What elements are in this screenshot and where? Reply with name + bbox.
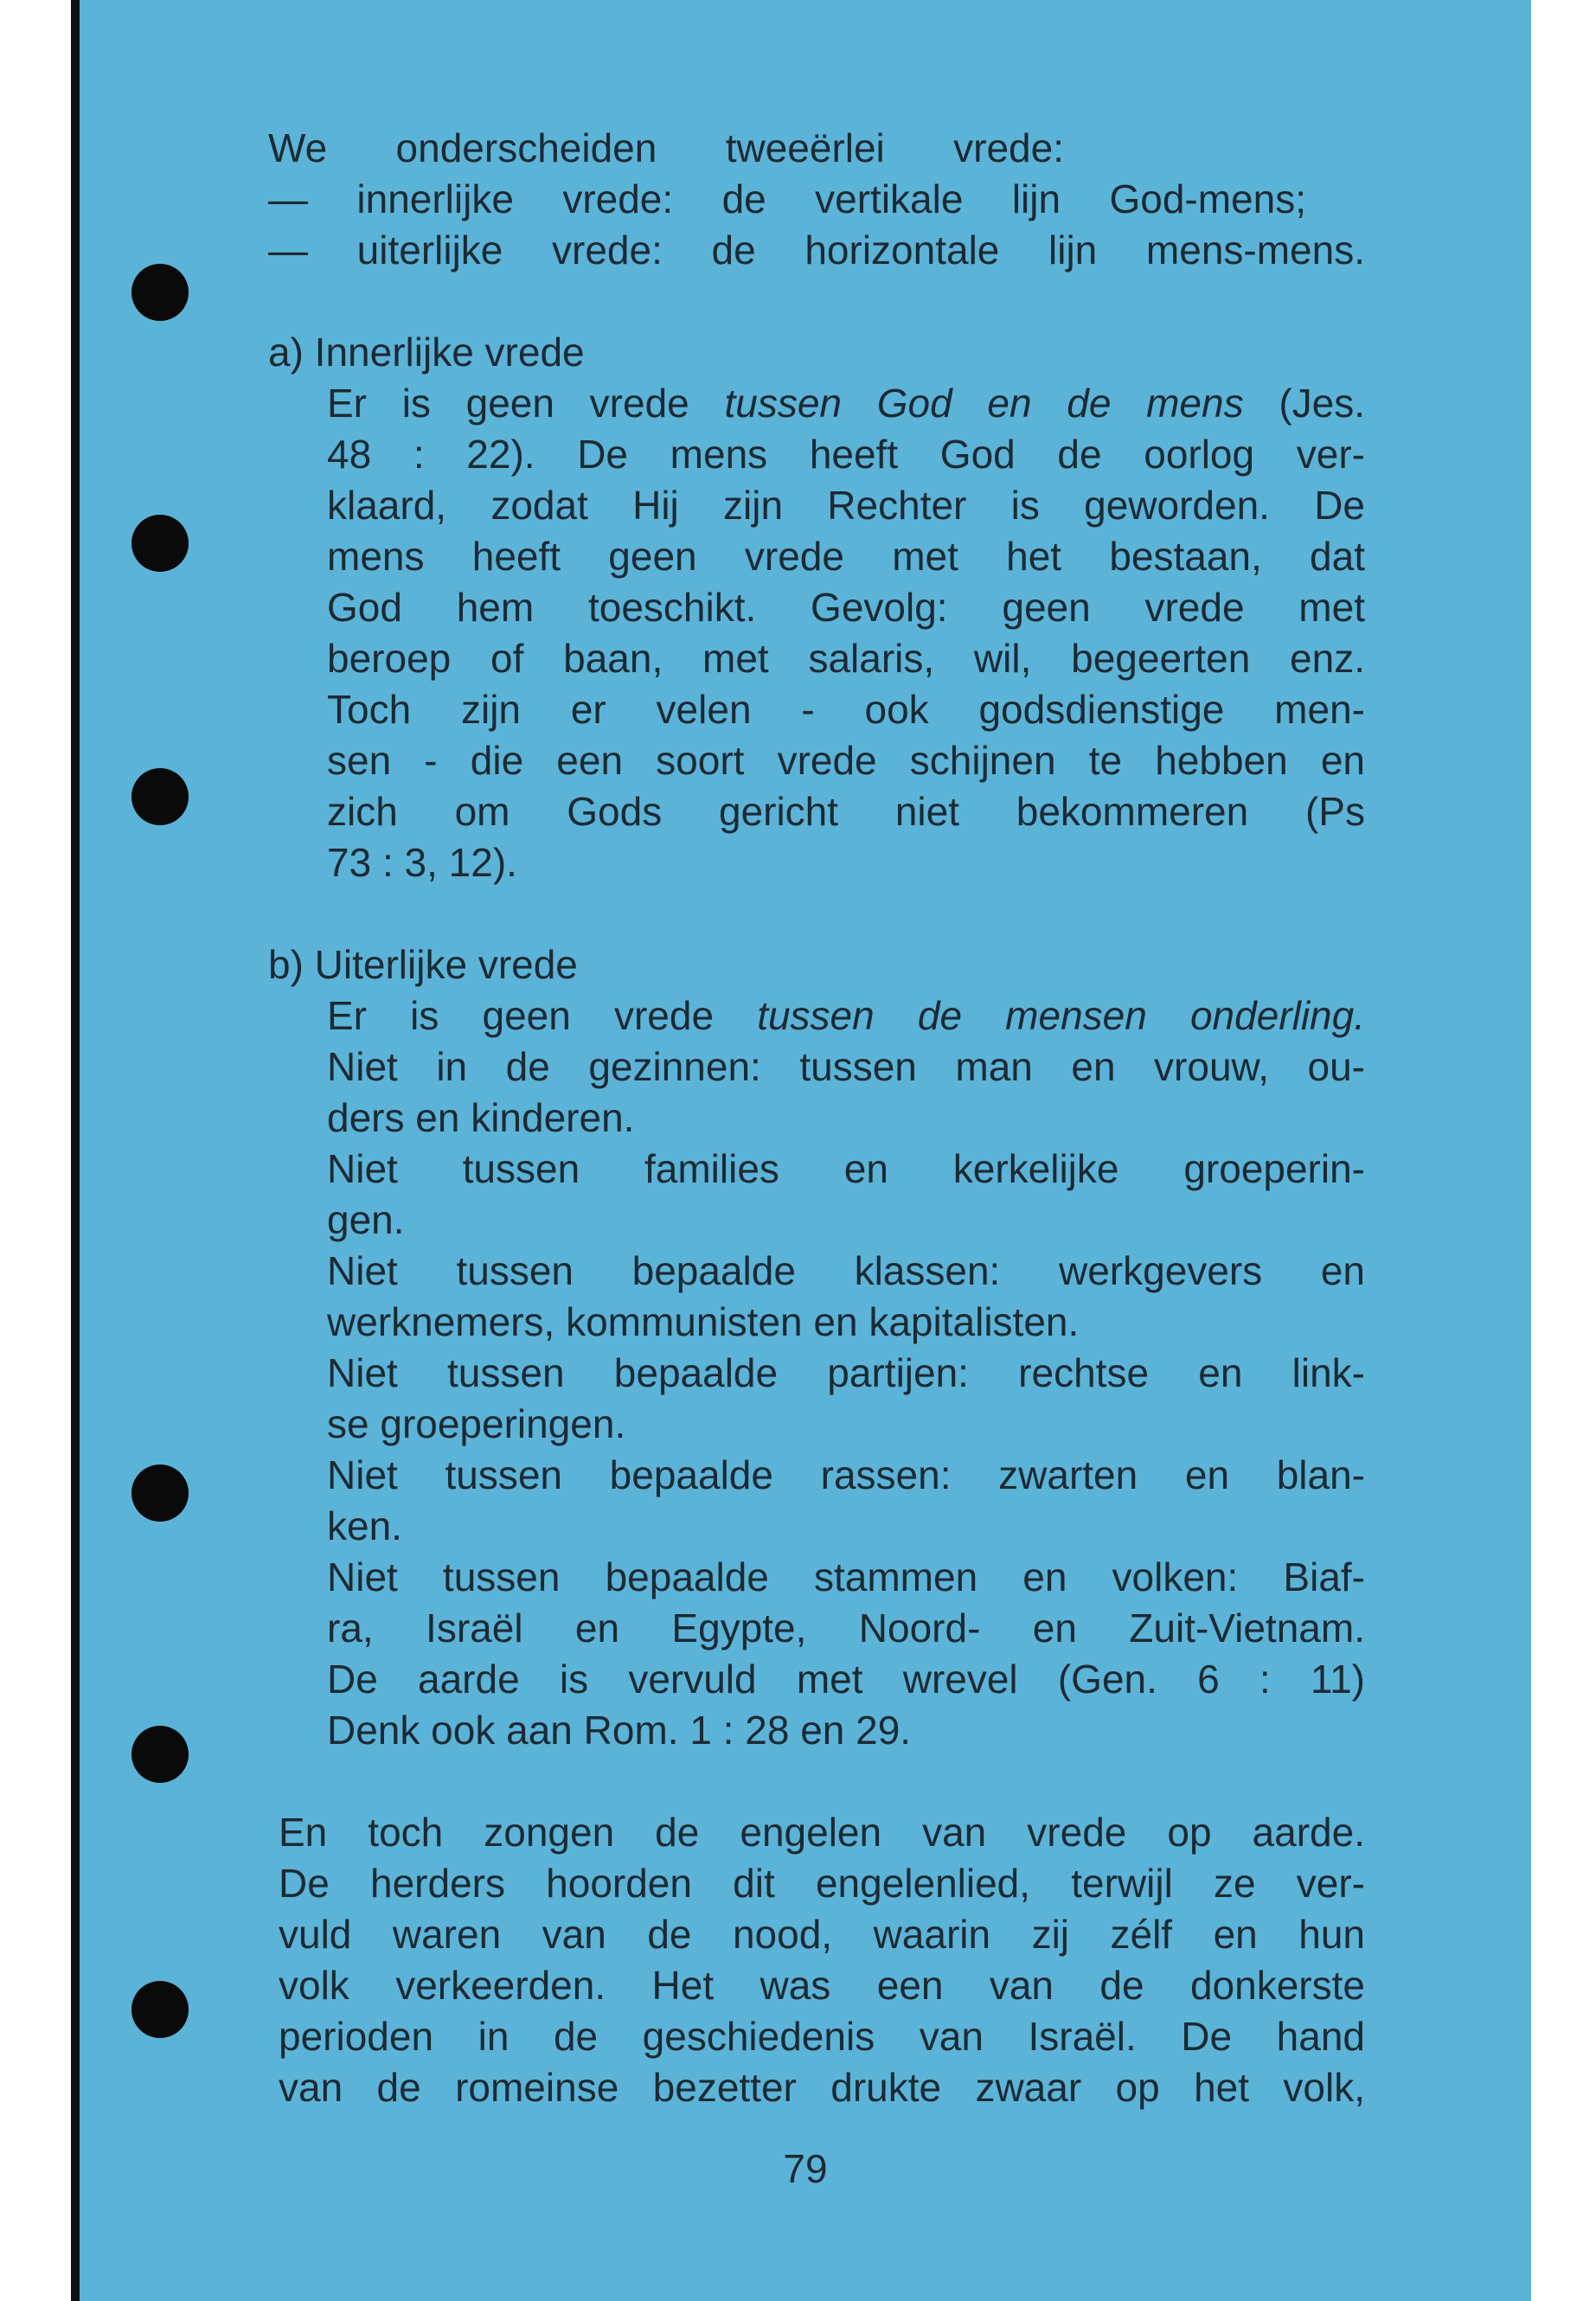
section-b-line: Er is geen vrede tussen de mensen onderling.	[327, 993, 1365, 1038]
section-b-line: ra, Israël en Egypte, Noord- en Zuit-Vietnam.	[327, 1606, 1365, 1650]
intro-line: — uiterlijke vrede: de horizontale lijn mens-mens.	[268, 228, 1365, 272]
section-a-line: mens heeft geen vrede met het bestaan, dat	[327, 534, 1365, 579]
section-a-line: zich om Gods gericht niet bekommeren (Ps	[327, 789, 1365, 834]
section-b-line: werknemers, kommunisten en kapitalisten.	[327, 1299, 1080, 1344]
closing-line: volk verkeerden. Het was een van de donkerste	[279, 1963, 1365, 2008]
closing-line: perioden in de geschiedenis van Israël. De hand	[279, 2014, 1365, 2059]
intro-line: — innerlijke vrede: de vertikale lijn God-mens;	[268, 176, 1306, 221]
section-a-line: 48 : 22). De mens heeft God de oorlog ver-	[327, 432, 1365, 477]
section-a-line: beroep of baan, met salaris, wil, begeerten enz.	[327, 636, 1365, 681]
section-b-line: ders en kinderen.	[327, 1095, 635, 1140]
binder-hole	[131, 1981, 189, 2038]
section-a-line: Er is geen vrede tussen God en de mens (Jes.	[327, 381, 1365, 426]
closing-line: De herders hoorden dit engelenlied, terwijl ze ver-	[279, 1861, 1365, 1906]
section-a-line: 73 : 3, 12).	[327, 840, 517, 885]
closing-line: van de romeinse bezetter drukte zwaar op het volk,	[279, 2065, 1365, 2110]
page-text	[268, 123, 1365, 2113]
section-a-line: klaard, zodat Hij zijn Rechter is geworden. De	[327, 483, 1365, 528]
section-a-line: Toch zijn er velen - ook godsdienstige men-	[327, 687, 1365, 732]
section-b-line: Niet tussen bepaalde stammen en volken: Biaf-	[327, 1554, 1365, 1599]
closing-line: En toch zongen de engelen van vrede op aarde.	[279, 1810, 1365, 1855]
page-number: 79	[783, 2146, 828, 2191]
binder-hole	[131, 264, 189, 321]
section-b-line: Denk ook aan Rom. 1 : 28 en 29.	[327, 1708, 912, 1753]
section-b-line: Niet in de gezinnen: tussen man en vrouw, ou-	[327, 1044, 1365, 1089]
section-b-line: Niet tussen bepaalde partijen: rechtse en link-	[327, 1350, 1365, 1395]
section-b-line: ken.	[327, 1503, 402, 1548]
binder-hole	[131, 515, 189, 572]
section-b-line: Niet tussen bepaalde klassen: werkgevers en	[327, 1248, 1365, 1293]
section-a	[268, 327, 1365, 888]
binder-hole	[131, 1726, 189, 1783]
section-a-line: sen - die een soort vrede schijnen te hebben en	[327, 738, 1365, 783]
section-b-line: De aarde is vervuld met wrevel (Gen. 6 : 11)	[327, 1657, 1365, 1702]
section-b	[268, 939, 1365, 1756]
closing-paragraph	[268, 1807, 1365, 2113]
section-b-heading: b) Uiterlijke vrede	[268, 942, 578, 987]
book-page	[71, 0, 1531, 2301]
section-a-line: God hem toeschikt. Gevolg: geen vrede met	[327, 585, 1365, 630]
binder-hole	[131, 768, 189, 825]
section-b-line: Niet tussen bepaalde rassen: zwarten en blan-	[327, 1452, 1365, 1497]
intro-line: We onderscheiden tweeërlei vrede:	[268, 125, 1064, 170]
intro-block	[268, 123, 1365, 276]
section-b-line: se groeperingen.	[327, 1401, 626, 1446]
section-b-line: Niet tussen families en kerkelijke groeperin-	[327, 1146, 1365, 1191]
binder-hole	[131, 1465, 189, 1522]
section-b-line: gen.	[327, 1197, 405, 1242]
closing-line: vuld waren van de nood, waarin zij zélf en hun	[279, 1912, 1365, 1957]
section-a-heading: a) Innerlijke vrede	[268, 330, 585, 375]
